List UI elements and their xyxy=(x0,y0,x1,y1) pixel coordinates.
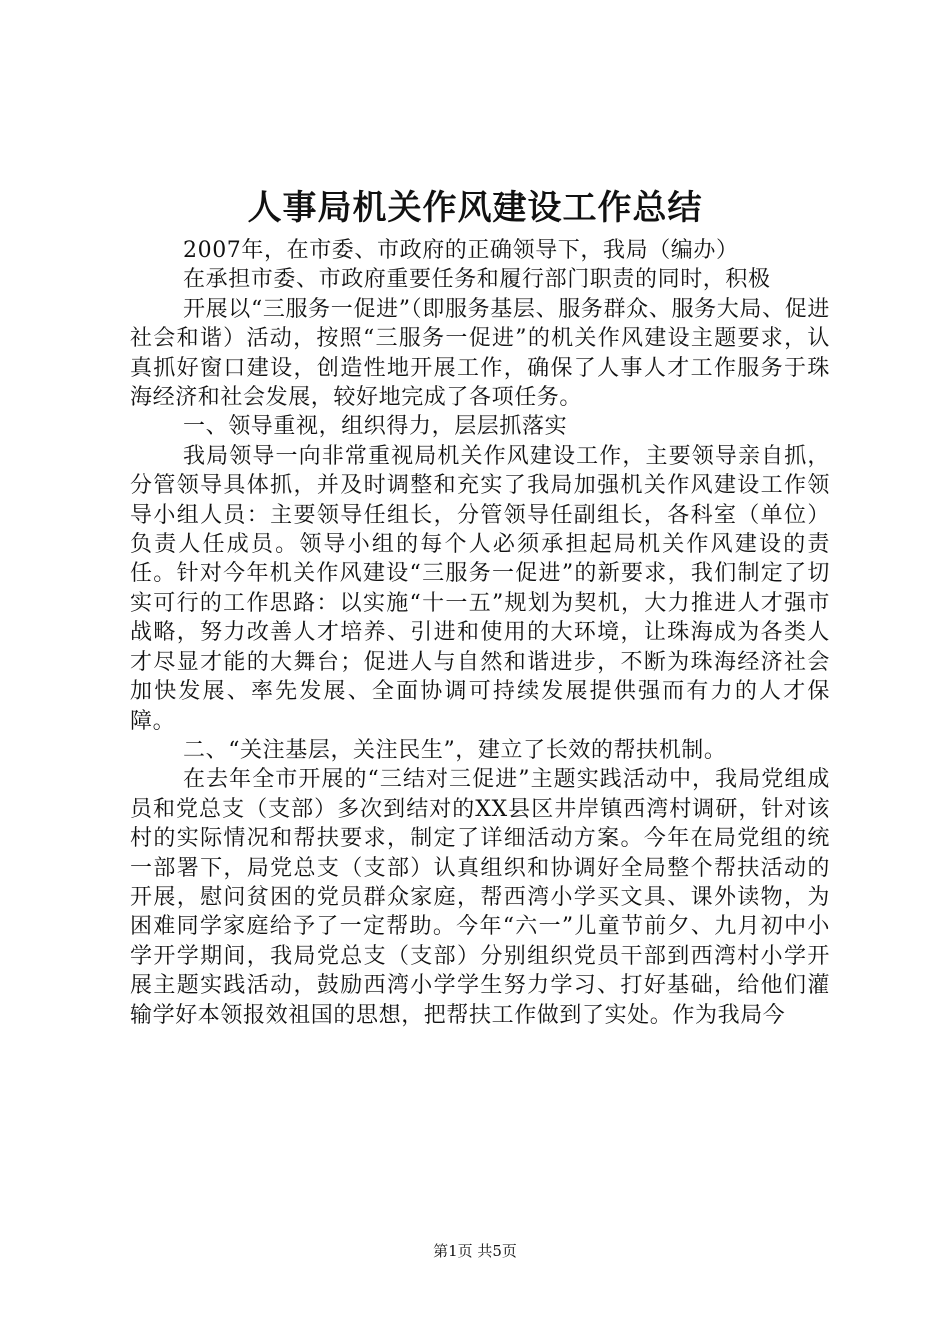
document-body xyxy=(130,236,830,1030)
paragraph-intro-2: 在承担市委、市政府重要任务和履行部门职责的同时，积极 xyxy=(183,267,771,293)
paragraph-section-1: 我局领导一向非常重视局机关作风建设工作，主要领导亲自抓，分管领导具体抓，并及时调整和充实了我局加强机关作风建设工作领导小组人员：主要领导任组长，分管领导任副组长，各科室（单位）负责人任成员。领导小组的每个人必须承担起局机关作风建设的责任。针对今年机关作风建设“三服务一促进”的新要求，我们制定了切实可行的工作思路：以实施“十一五”规划为契机，大力推进人才强市战略，努力改善人才培养、引进和使用的大环境，让珠海成为各类人才尽显才能的大舞台；促进人与自然和谐进步，不断为珠海经济社会加快发展、率先发展、全面协调可持续发展提供强而有力的人才保障。 xyxy=(130,443,830,734)
paragraph-intro-1: 2007年，在市委、市政府的正确领导下，我局（编办） xyxy=(183,238,739,263)
paragraph-intro-3: 开展以“三服务一促进”（即服务基层、服务群众、服务大局、促进社会和谐）活动，按照“三服务一促进”的机关作风建设主题要求，认真抓好窗口建设，创造性地开展工作，确保了人事人才工作服务于珠海经济和社会发展，较好地完成了各项任务。 xyxy=(130,296,830,411)
section-heading-2: 二、“关注基层，关注民生”，建立了长效的帮扶机制。 xyxy=(183,737,727,763)
section-heading-1: 一、领导重视，组织得力，层层抓落实 xyxy=(183,414,568,440)
page-footer: 第1页 共5页 xyxy=(433,1242,517,1260)
paragraph-section-2: 在去年全市开展的“三结对三促进”主题实践活动中，我局党组成员和党总支（支部）多次到结对的XX县区井岸镇西湾村调研，针对该村的实际情况和帮扶要求，制定了详细活动方案。今年在局党组的统一部署下，局党总支（支部）认真组织和协调好全局整个帮扶活动的开展，慰问贫困的党员群众家庭，帮西湾小学买文具、课外读物，为困难同学家庭给予了一定帮助。今年“六一”儿童节前夕、九月初中小学开学期间，我局党总支（支部）分别组织党员干部到西湾村小学开展主题实践活动，鼓励西湾小学学生努力学习、打好基础，给他们灌输学好本领报效祖国的思想，把帮扶工作做到了实处。作为我局今 xyxy=(130,767,830,1028)
document-title: 人事局机关作风建设工作总结 xyxy=(247,188,703,228)
